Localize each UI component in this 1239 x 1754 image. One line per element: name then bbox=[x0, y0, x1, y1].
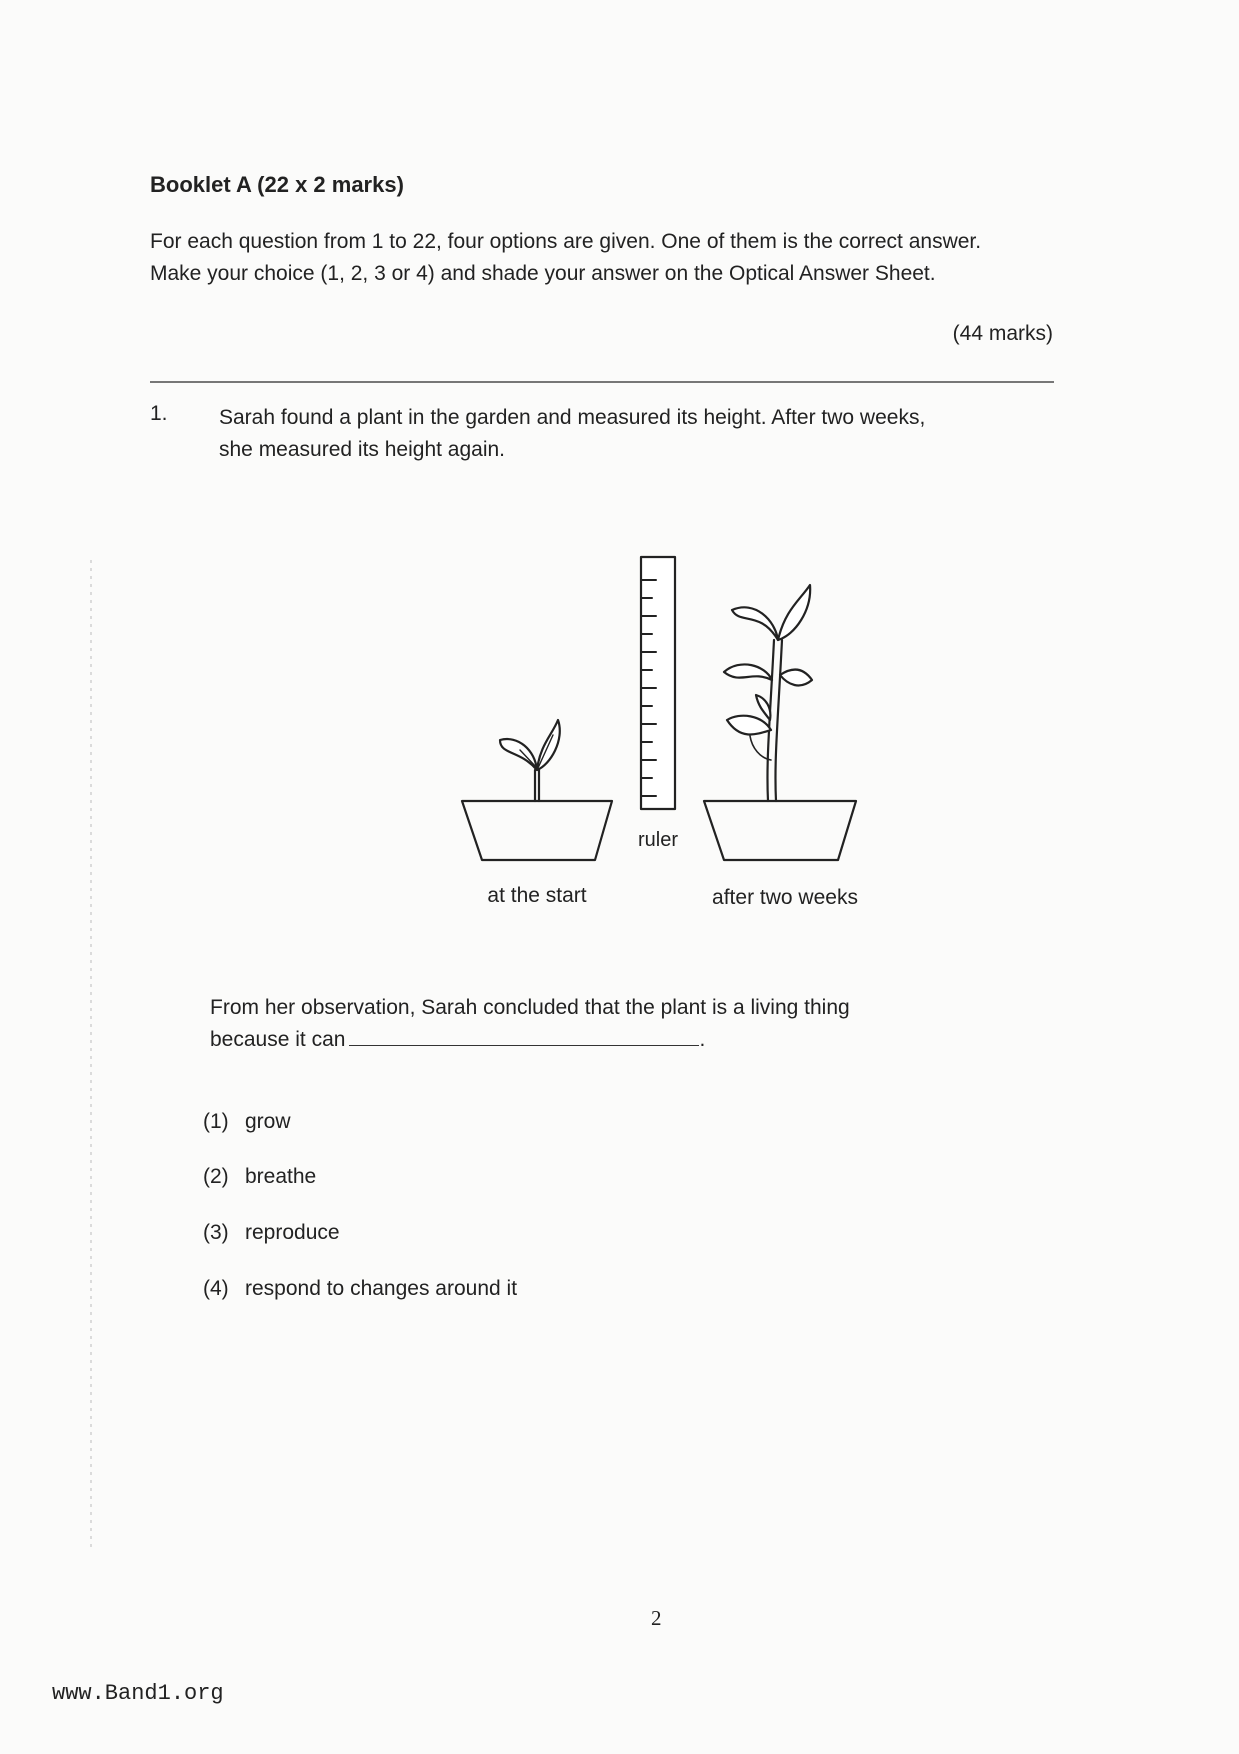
option-1 bbox=[203, 1110, 291, 1134]
conclusion-text bbox=[210, 992, 970, 1056]
answer-blank bbox=[349, 1025, 699, 1046]
binding-margin-dots bbox=[90, 560, 92, 1550]
conclusion-line-2: because it can . bbox=[210, 1024, 970, 1056]
option-4 bbox=[203, 1277, 517, 1301]
conclusion-line-2-text: because it can bbox=[210, 1028, 346, 1051]
section-divider bbox=[150, 381, 1054, 383]
after-two-weeks-label: after two weeks bbox=[712, 886, 858, 909]
tall-plant-illustration bbox=[704, 585, 856, 860]
question-text-line-2: she measured its height again. bbox=[219, 438, 506, 461]
ruler-illustration bbox=[641, 557, 675, 809]
instructions bbox=[150, 226, 1130, 290]
page-number: 2 bbox=[651, 1606, 662, 1630]
booklet-heading: Booklet A (22 x 2 marks) bbox=[150, 172, 404, 197]
option-number: (2) bbox=[203, 1165, 229, 1188]
option-text: respond to changes around it bbox=[245, 1277, 518, 1300]
total-marks: (44 marks) bbox=[952, 322, 1053, 345]
option-text: reproduce bbox=[245, 1221, 340, 1244]
ruler-label: ruler bbox=[637, 829, 679, 851]
option-text: grow bbox=[245, 1110, 291, 1133]
option-number: (3) bbox=[203, 1221, 229, 1244]
instruction-line-2: Make your choice (1, 2, 3 or 4) and shade your answer on the Optical Answer Sheet. bbox=[150, 262, 936, 285]
question-number: 1. bbox=[150, 402, 168, 425]
option-text: breathe bbox=[245, 1165, 317, 1188]
option-number: (4) bbox=[203, 1277, 229, 1300]
conclusion-line-1: From her observation, Sarah concluded that the plant is a living thing bbox=[210, 996, 850, 1019]
small-plant-illustration bbox=[462, 720, 612, 860]
question-text bbox=[219, 402, 1059, 466]
plant-growth-figure bbox=[440, 540, 880, 920]
option-3 bbox=[203, 1221, 340, 1245]
instruction-line-1: For each question from 1 to 22, four options are given. One of them is the correct answer. bbox=[150, 230, 982, 253]
question-text-line-1: Sarah found a plant in the garden and measured its height. After two weeks, bbox=[219, 406, 926, 429]
option-2 bbox=[203, 1165, 316, 1189]
footer-watermark: www.Band1.org bbox=[52, 1681, 224, 1706]
option-number: (1) bbox=[203, 1110, 229, 1133]
at-start-label: at the start bbox=[487, 884, 587, 907]
